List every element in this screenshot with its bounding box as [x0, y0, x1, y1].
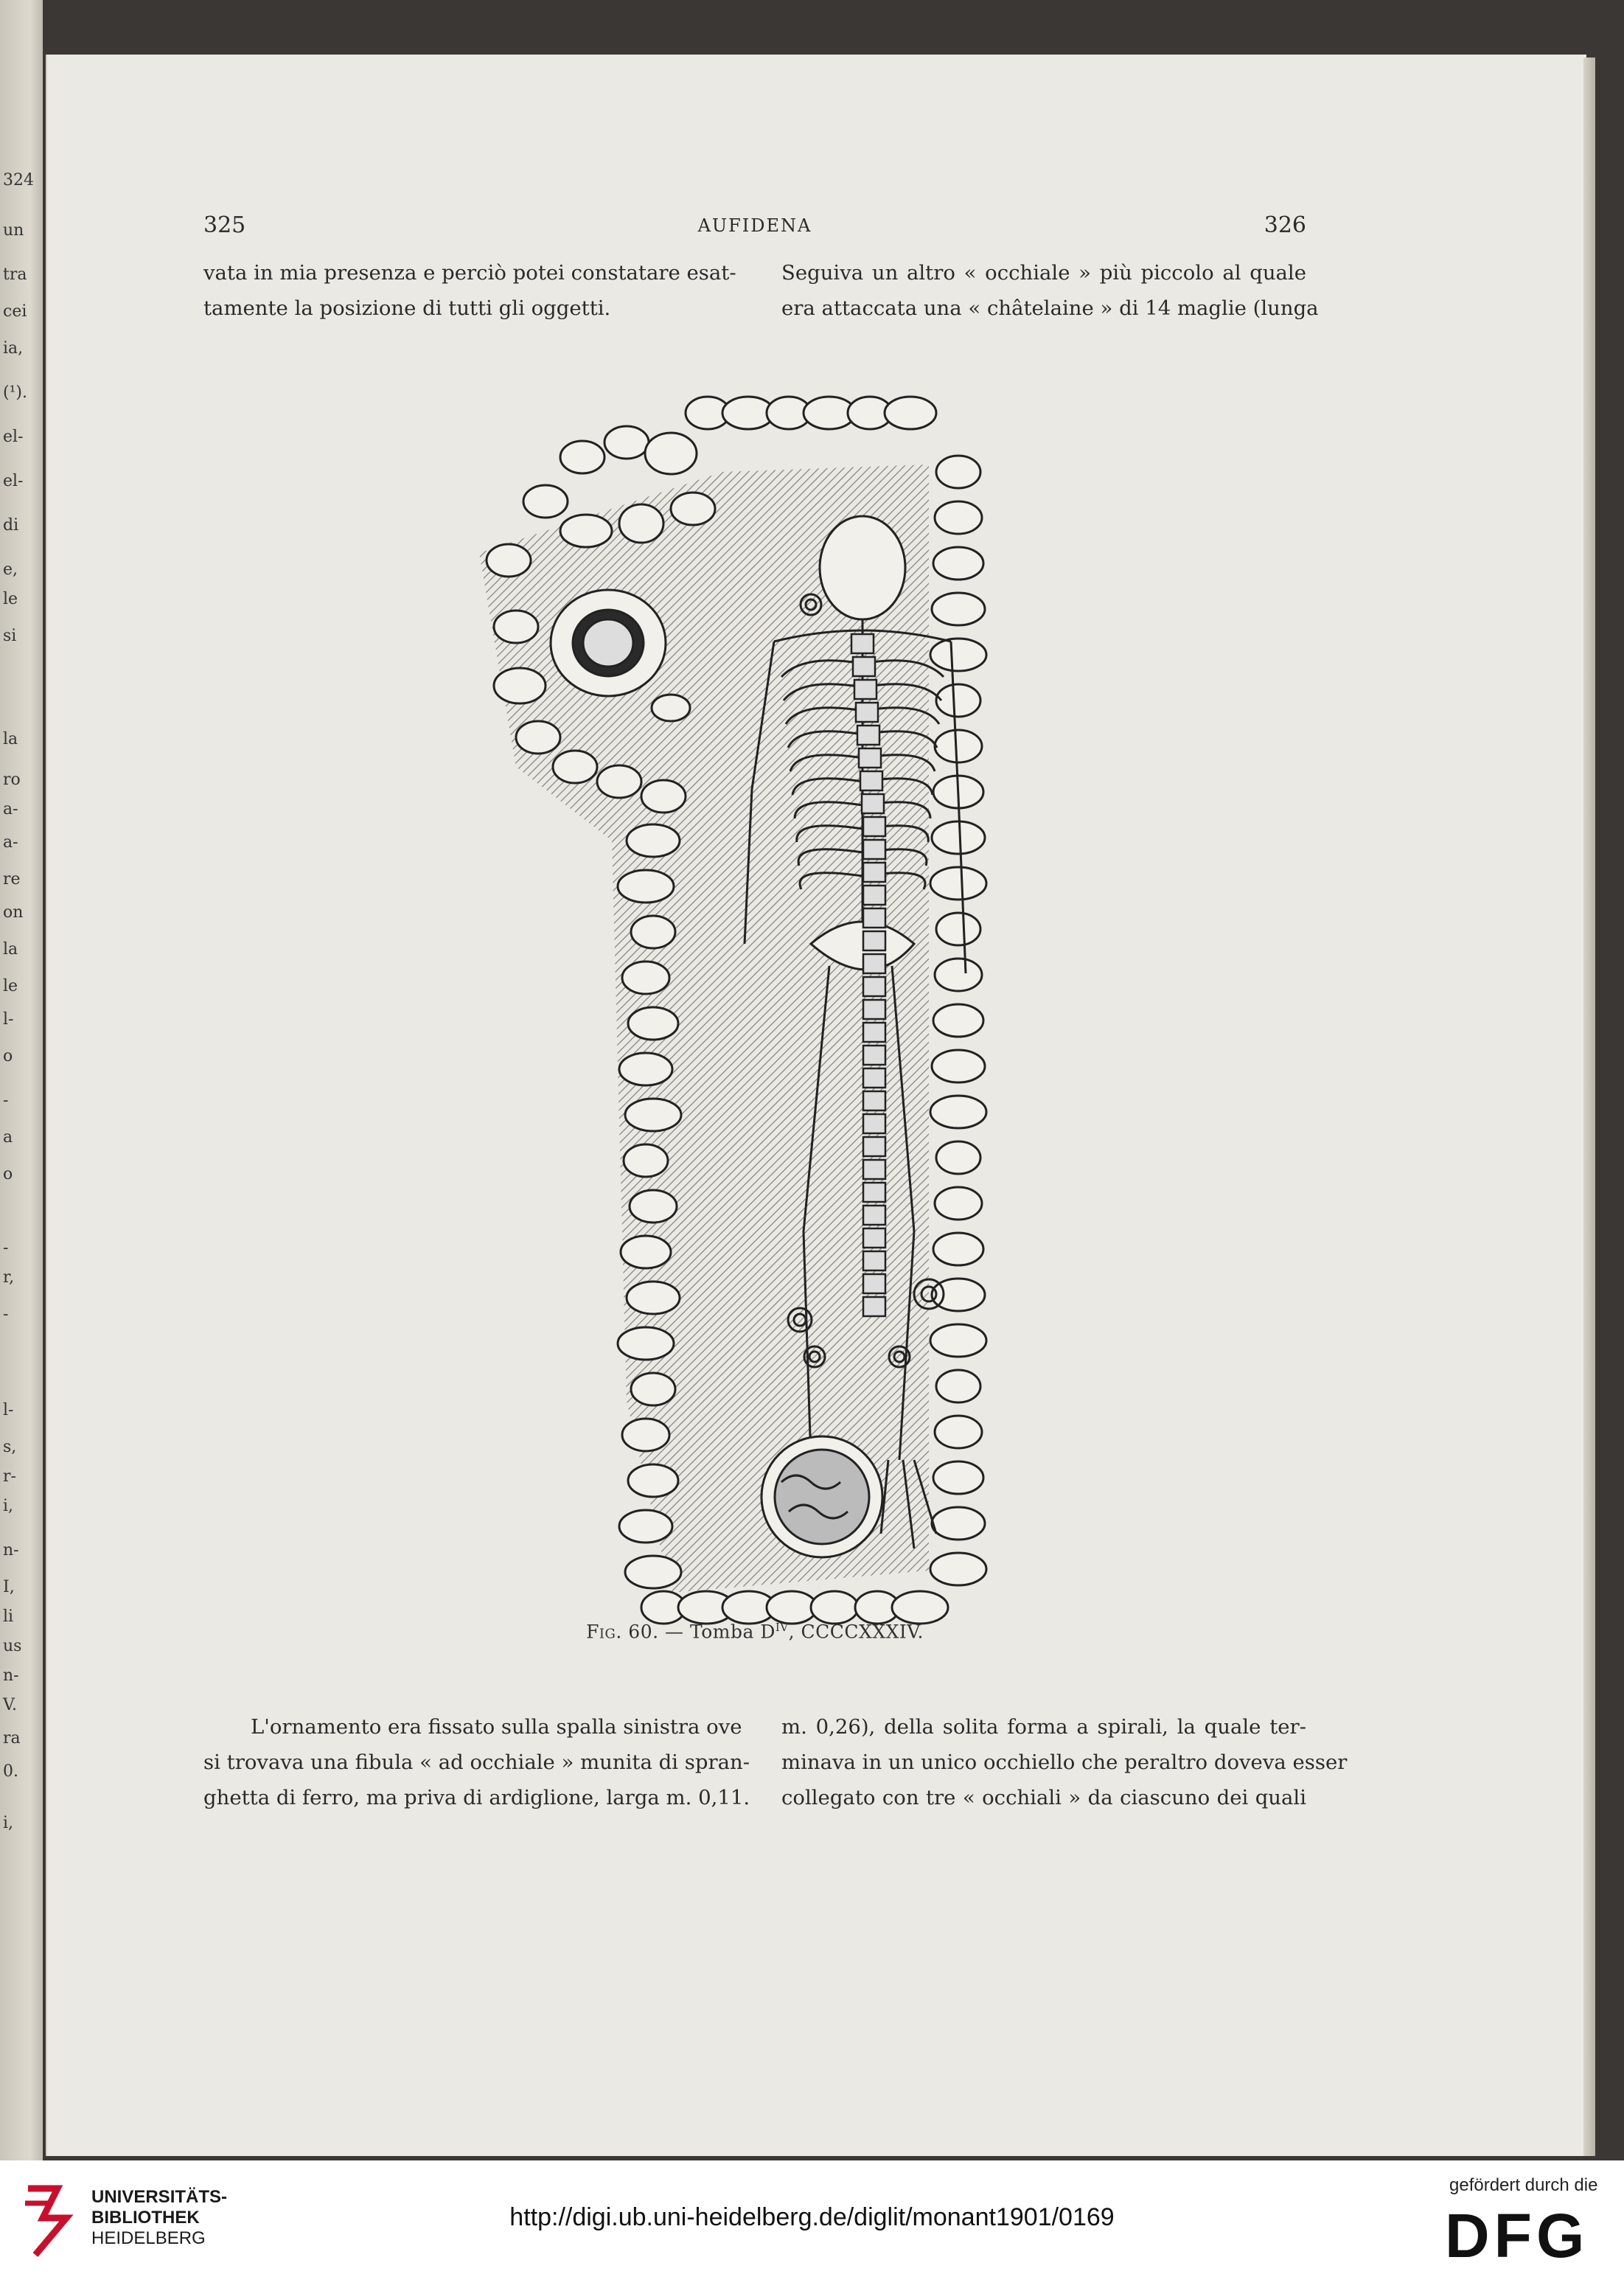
margin-fragment: 0.	[3, 1762, 18, 1781]
text-line: tamente la posizione di tutti gli oggetti.	[203, 296, 611, 320]
chain-plate	[856, 703, 878, 722]
caption-dash: —	[665, 1621, 684, 1643]
chain-plate	[860, 771, 882, 790]
stone	[935, 959, 982, 991]
stone	[627, 1282, 680, 1314]
margin-fragment: e,	[3, 560, 18, 579]
chain-plate	[851, 634, 874, 653]
margin-fragment: a-	[3, 833, 18, 852]
margin-fragment: a-	[3, 800, 18, 818]
margin-fragment: 324	[3, 171, 34, 190]
stone	[622, 1419, 669, 1451]
margin-fragment: (¹).	[3, 383, 27, 402]
stone	[641, 780, 686, 813]
margin-fragment: r-	[3, 1467, 16, 1486]
stone	[936, 1370, 980, 1402]
margin-fragment: i,	[3, 1497, 14, 1515]
chain-plate	[863, 1137, 885, 1156]
stone	[625, 1556, 681, 1588]
stone	[932, 821, 985, 854]
margin-fragment: re	[3, 870, 21, 889]
text-line: m. 0,26), della solita forma a spirali, la quale ter-	[781, 1715, 1306, 1739]
stone	[933, 1461, 983, 1494]
stone	[630, 1190, 677, 1223]
stone	[560, 515, 612, 547]
stone	[627, 824, 680, 857]
chain-plate	[863, 908, 885, 928]
right-page-number: 326	[1264, 212, 1306, 238]
stone	[619, 1053, 672, 1085]
vessel-lower	[762, 1436, 882, 1557]
text-line: ghetta di ferro, ma priva di ardiglione, larga m. 0,11.	[203, 1786, 750, 1809]
stone	[936, 913, 980, 945]
caption-tail: , CCCCXXXIV.	[788, 1621, 924, 1643]
stone	[523, 485, 568, 518]
stone	[892, 1591, 948, 1624]
margin-fragment: -	[3, 1091, 9, 1110]
chain-plate	[863, 1114, 885, 1133]
chain-plate	[863, 1160, 885, 1179]
margin-fragment: un	[3, 221, 24, 240]
chain-plate	[863, 863, 885, 882]
stone	[631, 916, 675, 948]
stone	[932, 1507, 985, 1540]
chain-plate	[863, 1046, 885, 1065]
chain-plate	[863, 977, 885, 996]
margin-fragment: -	[3, 1239, 9, 1257]
stone	[930, 867, 986, 900]
stone	[645, 433, 697, 474]
running-title: AUFIDENA	[697, 215, 812, 236]
chain-plate	[863, 1000, 885, 1019]
figure-label: Fig. 60.	[586, 1621, 659, 1643]
top-left-column	[203, 255, 736, 326]
top-right-column	[781, 255, 1319, 326]
margin-fragment: le	[3, 977, 18, 995]
page-edge	[1583, 58, 1595, 2156]
chain-plate	[863, 817, 885, 836]
stone	[622, 962, 669, 994]
stone	[811, 1591, 858, 1624]
stone	[516, 721, 560, 754]
stone	[625, 1099, 681, 1131]
margin-fragment: di	[3, 516, 19, 535]
stone	[930, 639, 986, 671]
chain-plate	[863, 1206, 885, 1225]
margin-fragment: V.	[3, 1696, 18, 1714]
stone	[930, 1553, 986, 1585]
permalink[interactable]: http://digi.ub.uni-heidelberg.de/diglit/monant1901/0169	[509, 2203, 1115, 2231]
left-page-number: 325	[203, 212, 246, 238]
chain-plate	[863, 1297, 885, 1316]
stone	[933, 1004, 983, 1037]
chain-plate	[863, 954, 885, 973]
chain-plate	[863, 886, 885, 905]
stone	[487, 544, 531, 577]
library-line: UNIVERSITÄTS-	[91, 2187, 228, 2207]
text-line: collegato con tre « occhiali » da ciascuno dei quali	[781, 1786, 1306, 1809]
stone	[621, 1236, 671, 1268]
margin-fragment: el-	[3, 428, 24, 446]
stone	[494, 668, 546, 703]
chain-plate	[863, 1183, 885, 1202]
stone	[618, 1327, 674, 1360]
caption-text: Tomba D	[689, 1621, 776, 1643]
margin-fragment: us	[3, 1637, 22, 1655]
stone	[933, 547, 983, 580]
figure-caption	[203, 1621, 1306, 1642]
stone	[936, 684, 980, 717]
margin-fragment: ia,	[3, 339, 24, 358]
chain-plate	[857, 726, 879, 745]
stone	[885, 397, 936, 429]
chain-plate	[863, 1091, 885, 1110]
chain-plate	[863, 1068, 885, 1088]
margin-fragment: ro	[3, 771, 21, 789]
chain-plate	[862, 794, 884, 813]
stone	[618, 870, 674, 903]
margin-fragment: s,	[3, 1438, 17, 1456]
margin-fragment: la	[3, 940, 18, 959]
stone	[619, 504, 663, 543]
margin-fragment: o	[3, 1047, 13, 1065]
chain-plate	[863, 1274, 885, 1293]
margin-fragment: la	[3, 730, 18, 748]
running-head	[203, 212, 1306, 242]
chain-plate	[863, 1023, 885, 1042]
previous-page-edge	[0, 0, 43, 2160]
stone	[624, 1144, 668, 1177]
text-line: L'ornamento era fissato sulla spalla sinistra ove	[251, 1715, 742, 1739]
funded-by-label: gefördert durch die	[1449, 2175, 1598, 2195]
stone	[553, 751, 597, 783]
stone	[767, 1591, 817, 1624]
text-line: Seguiva un altro « occhiale » più piccolo al quale	[781, 261, 1306, 285]
stone	[597, 765, 641, 798]
stone	[932, 593, 985, 625]
stone	[936, 456, 980, 488]
library-line: HEIDELBERG	[91, 2228, 206, 2248]
stone	[604, 426, 649, 459]
margin-fragment: a	[3, 1128, 13, 1147]
stone	[619, 1510, 672, 1543]
stone	[933, 1233, 983, 1265]
chain-plate	[863, 1251, 885, 1270]
text-line: era attaccata una « châtelaine » di 14 maglie (lunga	[781, 296, 1319, 320]
stone	[628, 1464, 678, 1497]
chain-plate	[859, 748, 881, 768]
margin-fragment: tra	[3, 265, 27, 284]
dfg-logo: DFG	[1445, 2201, 1589, 2270]
library-line: BIBLIOTHEK	[91, 2208, 200, 2228]
text-line: si trovava una fibula « ad occhiale » munita di spran-	[203, 1750, 750, 1774]
text-line: vata in mia presenza e perciò potei constatare esat-	[203, 261, 736, 285]
chain-plate	[863, 931, 885, 950]
stone	[936, 1141, 980, 1174]
stone	[671, 493, 715, 525]
margin-fragment: li	[3, 1607, 14, 1626]
margin-fragment: o	[3, 1165, 13, 1183]
stone	[930, 1324, 986, 1357]
margin-fragment: on	[3, 903, 24, 922]
margin-fragment: el-	[3, 472, 24, 490]
stone	[935, 501, 982, 534]
stone	[935, 730, 982, 762]
tomb-illustration	[428, 383, 1091, 1637]
margin-fragment: r,	[3, 1268, 15, 1287]
stone	[935, 1416, 982, 1448]
bottom-right-column	[781, 1709, 1348, 1815]
viewer-footer	[0, 2160, 1624, 2274]
stone	[932, 1050, 985, 1082]
margin-fragment: l-	[3, 1401, 14, 1419]
margin-fragment: -	[3, 1305, 9, 1324]
stone	[930, 1096, 986, 1128]
stone	[935, 1187, 982, 1220]
stone	[628, 1007, 678, 1040]
stone	[631, 1373, 675, 1405]
margin-fragment: si	[3, 627, 17, 645]
caption-superscript: IV	[775, 1621, 789, 1634]
chain-plate	[863, 840, 885, 859]
margin-fragment: n-	[3, 1541, 19, 1560]
stone	[494, 611, 538, 643]
chain-plate	[853, 657, 875, 676]
margin-fragment: I,	[3, 1578, 15, 1596]
margin-fragment: n-	[3, 1666, 19, 1685]
chain-plate	[854, 680, 877, 699]
margin-fragment: le	[3, 590, 18, 608]
chain-plate	[863, 1228, 885, 1248]
text-line: minava in un unico occhiello che peraltro doveva esser	[781, 1750, 1348, 1774]
tomb-drawing	[428, 383, 1091, 1637]
bottom-left-column	[203, 1709, 750, 1815]
stone	[560, 441, 604, 473]
margin-fragment: l-	[3, 1010, 14, 1029]
margin-fragment: cei	[3, 302, 27, 321]
margin-fragment: i,	[3, 1814, 14, 1832]
margin-fragment: ra	[3, 1729, 21, 1748]
